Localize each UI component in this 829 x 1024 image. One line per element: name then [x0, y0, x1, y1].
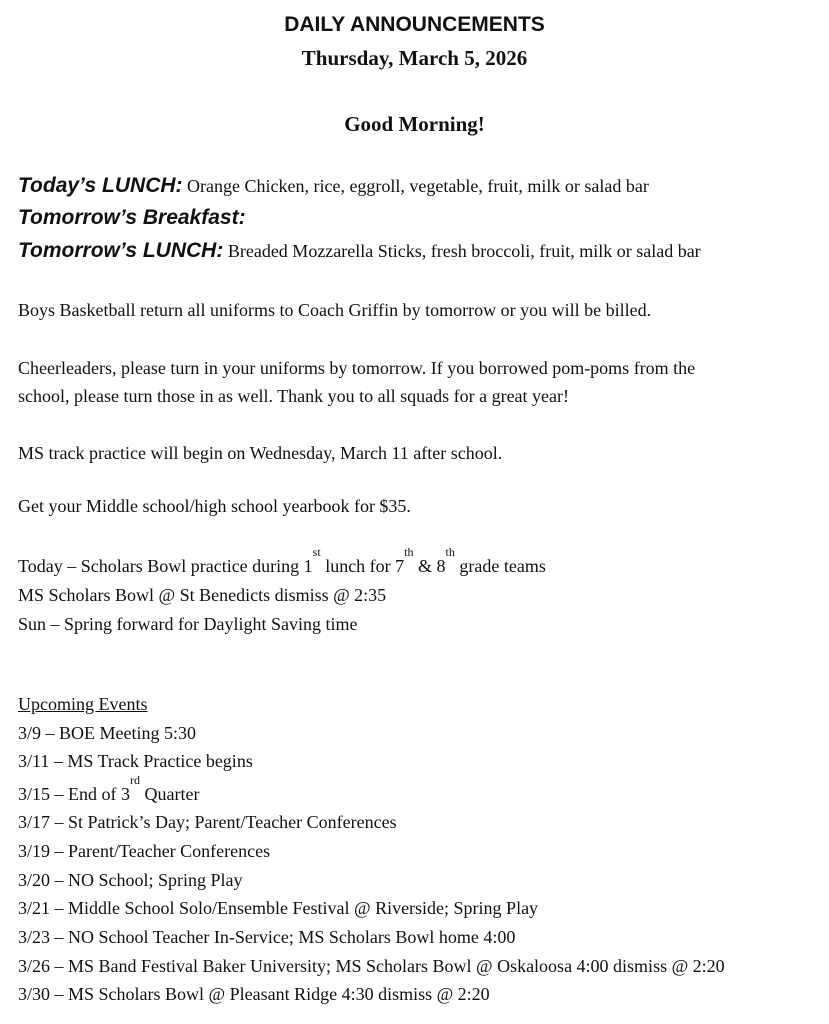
- sup-th-2: th: [445, 545, 455, 559]
- date-heading: Thursday, March 5, 2026: [301, 46, 528, 70]
- cheer-announcement-line-1: Cheerleaders, please turn in your uniforms by tomorrow. If you borrowed pom-poms from the: [18, 358, 696, 378]
- scholars-text-c: & 8: [413, 556, 446, 576]
- cheer-announcement-line-2: school, please turn those in as well. Thank you to all squads for a great year!: [18, 386, 570, 406]
- spring-forward-line: Sun – Spring forward for Daylight Saving time: [18, 614, 358, 634]
- tomorrow-breakfast-label: Tomorrow’s Breakfast:: [18, 206, 246, 229]
- yearbook-announcement: Get your Middle school/high school yearbook for $35.: [18, 496, 411, 516]
- event-item: [18, 773, 200, 805]
- tomorrow-lunch-line: [18, 240, 701, 262]
- scholars-text-b: lunch for 7: [320, 556, 405, 576]
- scholars-text-d: grade teams: [454, 556, 546, 576]
- event-text-a: 3/15 – End of 3: [18, 784, 130, 804]
- greeting: Good Morning!: [344, 112, 485, 136]
- event-item: 3/17 – St Patrick’s Day; Parent/Teacher Conferences: [18, 812, 397, 832]
- event-item: 3/23 – NO School Teacher In-Service; MS Scholars Bowl home 4:00: [18, 927, 516, 947]
- scholars-practice-line: [18, 545, 546, 577]
- sup-th-1: th: [404, 545, 414, 559]
- today-lunch-text: Orange Chicken, rice, eggroll, vegetable, fruit, milk or salad bar: [187, 176, 649, 196]
- event-item: 3/30 – MS Scholars Bowl @ Pleasant Ridge 4:30 dismiss @ 2:20: [18, 984, 490, 1004]
- scholars-text-a: Today – Scholars Bowl practice during 1: [18, 556, 313, 576]
- today-lunch-label: Today’s LUNCH:: [18, 174, 183, 197]
- event-item: 3/20 – NO School; Spring Play: [18, 870, 243, 890]
- tomorrow-lunch-label: Tomorrow’s LUNCH:: [18, 239, 224, 262]
- event-item: 3/21 – Middle School Solo/Ensemble Festival @ Riverside; Spring Play: [18, 898, 539, 918]
- basketball-announcement: Boys Basketball return all uniforms to Coach Griffin by tomorrow or you will be billed.: [18, 300, 652, 320]
- tomorrow-lunch-text: Breaded Mozzarella Sticks, fresh broccoli, fruit, milk or salad bar: [227, 241, 701, 261]
- track-announcement: MS track practice will begin on Wednesday, March 11 after school.: [18, 443, 503, 463]
- event-item: 3/9 – BOE Meeting 5:30: [18, 723, 196, 743]
- upcoming-events-heading: Upcoming Events: [18, 694, 148, 714]
- today-lunch-line: [18, 175, 649, 197]
- event-item: 3/11 – MS Track Practice begins: [18, 751, 253, 771]
- tomorrow-breakfast-line: [18, 207, 246, 229]
- page-title: DAILY ANNOUNCEMENTS: [284, 13, 545, 36]
- event-text-b: Quarter: [140, 784, 200, 804]
- sup-st: st: [312, 545, 321, 559]
- ms-scholars-line: MS Scholars Bowl @ St Benedicts dismiss @ 2:35: [18, 585, 387, 605]
- event-item: 3/26 – MS Band Festival Baker University; MS Scholars Bowl @ Oskaloosa 4:00 dismiss @ 2:20: [18, 956, 725, 976]
- event-item: 3/19 – Parent/Teacher Conferences: [18, 841, 271, 861]
- sup-rd: rd: [130, 773, 140, 787]
